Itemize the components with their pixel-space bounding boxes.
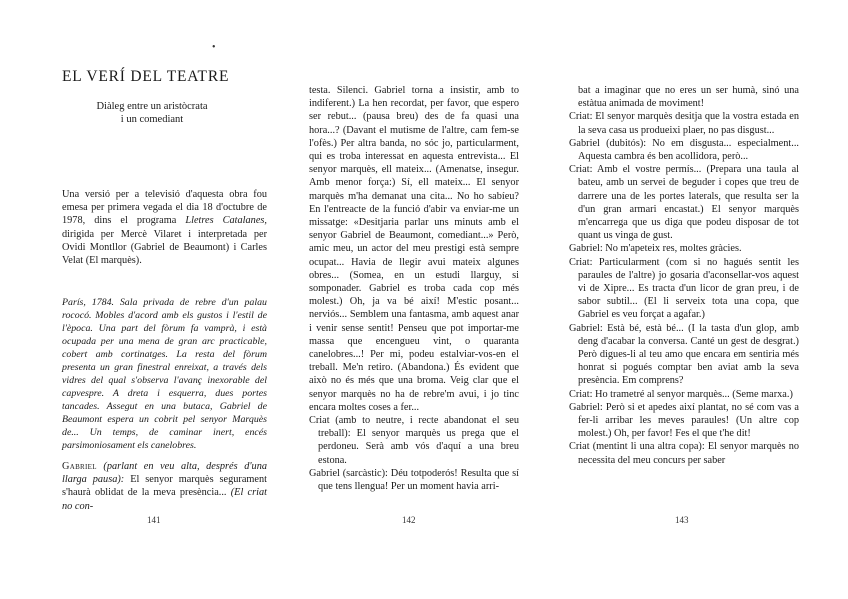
stage-directions [62, 296, 267, 452]
opening-speech [62, 460, 267, 513]
page-141 [0, 0, 282, 599]
paragraph: Criat (amb to neutre, i recte abandonat el seu treball): El senyor marquès us prega que el perdoneu. Serà amb vós d'aquí a una breu estona. [309, 415, 519, 466]
paragraph: Gabriel (dubitós): No em disgusta... especialment... Aquesta cambra és ben acollidora, però... [569, 137, 799, 163]
paragraph: Gabriel: Però si et apedes així plantat, no sé com vas a fer-li arribar les meves paraules! (Un altre cop molest.) Oh, per favor! Fes el que t'he dit! [569, 401, 799, 440]
stage-text: París, 1784. Sala privada de rebre d'un palau rococó. Mobles d'acord amb els gustos i l'estil de l'època. Una part del fòrum fa vamprà, i està ocupada per una mena de gran arc practicable, cobert amb cortinatges. La resta del fòrum presenta un gran finestral enreixat, a través dels vidres del qual s'observa l'avanç inexorable del capvespre. A dreta i esquerra, dues portes tancades. Assegut en una butaca, Gabriel de Beaumont espera un cobrit pel senyor Marquès de... Un temps, de caminar inert, encés parsimoniosament els canelobres. [62, 297, 267, 451]
paragraph: Gabriel: Està bé, està bé... (I la tasta d'un glop, amb deng d'acabar la conversa. Canté un gest de desgrat.) Però digues-li al teu amo que encara em sentiria més honrat si pogués comptar ben aviat amb la seva presència. Em comprens? [569, 322, 799, 387]
intro-paragraph [62, 188, 267, 267]
paragraph: Criat: Particularment (com si no hagués sentit les paraules de l'altre) jo gosaria d'aconsellar-vos aquest vi de Xipre... Es tracta d'un licor de gran preu, i de sabor subtil... (El li serveix tota una copa, que Gabriel es veu forçat a agafar.) [569, 256, 799, 321]
paragraph: Criat (mentint li una altra copa): El senyor marquès no necessita del meu concurs per saber [569, 441, 799, 466]
intro-program: Lletres Catalanes, [185, 215, 267, 227]
ornament-mark: • [212, 42, 216, 53]
paragraph: bat a imaginar que no eres un ser humà, sinó una estàtua animada de moviment! [578, 85, 799, 110]
page-143 [564, 0, 848, 599]
speech-direction-2: (El criat no con- [62, 487, 268, 512]
speech-text: El senyor marquès segurament s'haurà oblidat de la meva presència... [62, 474, 268, 499]
paragraph: Criat: Ho trametré al senyor marquès... (Seme marxa.) [569, 388, 793, 400]
paragraph: Criat: El senyor marquès desitja que la vostra estada en la seva casa us produeixi plaer, no pas disgust... [569, 111, 799, 136]
intro-text: Una versió per a televisió d'aquesta obra fou emesa per primera vegada el dia 18 d'octubre de 1978, dins el programa [62, 189, 267, 227]
paragraph: Criat: Amb el vostre permís... (Prepara una taula al bateu, amb un servei de beguder i copes que treu de darrere una de les portes laterals, que resulta ser la d'un gran armari encastat.) El senyor marquès m'encarrega que us diga que podeu disposar de tot quant us vinga de gust. [569, 164, 799, 242]
speaker-gabriel: Gabriel [62, 461, 97, 472]
dialogue-column [309, 84, 519, 493]
play-subtitle [62, 100, 242, 126]
speech-direction: (parlant en veu alta, després d'una llarga pausa): [62, 461, 268, 486]
page-number: 141 [147, 515, 161, 525]
subtitle-line-1: Diàleg entre un aristòcrata [96, 101, 208, 112]
page-number: 143 [675, 515, 689, 525]
subtitle-line-2: i un comediant [120, 114, 184, 125]
paragraph: testa. Silenci. Gabriel torna a insistir, amb to indiferent.) La hen recordat, per favor, que espero ser rebut... (pausa breu) des de fa quasi una hora...? (Davant el mutisme de l'altre, cam fem-se l'ofès.) Per altra banda, no sóc jo, particularment, qui es troba interessat en aquesta entrevista... El senyor marquès, ell mateix... (Amenatse, insegur. Amb menor força:) Sí, ell mateix... El senyor marquès m'ha demanat una cita... No ho sabíeu? En l'entreacte de la funció d'abir va enviar-me un missatge: «Desitjaria parlar uns minuts amb el senyor Gabriel de Beaumont, comediant...» Però, amic meu, un actor del meu prestigi està sempre ocupat... Havia de llegir avui mateix algunes obres... (Somea, en un estudi llarguy, si somponader. Gabriel es troba cada cop més molest.) Oh, ja va bé així! M'estic posant... nerviós... Semblem una fantasma, amb aquest anar i venir sense sentit! Penseu que pot importar-me massa que encengueu vint, o quaranta canelobres...! Per mi, podeu estalviar-vos-en el treball. Me'n retiro. (Abandona.) És evident que això no és més que una broma. Veig clar que el senyor marquès no ha de rebre'm avui, i jo tinc encara moltes coses a fer... [309, 85, 519, 413]
paragraph: Gabriel: No m'apeteix res, moltes gràcies. [569, 243, 742, 255]
intro-rest: dirigida per Mercè Vilaret i interpretada per Ovidi Montllor (Gabriel de Beaumont) i Carles Velat (El marquès). [62, 228, 267, 267]
play-title: EL VERÍ DEL TEATRE [62, 68, 230, 85]
paragraph: Gabriel (sarcàstic): Déu totpoderós! Resulta que sí que tens llengua! Per un moment havia arri- [309, 467, 519, 493]
dialogue-column [569, 84, 799, 467]
page-number: 142 [402, 515, 416, 525]
page-142 [282, 0, 564, 599]
